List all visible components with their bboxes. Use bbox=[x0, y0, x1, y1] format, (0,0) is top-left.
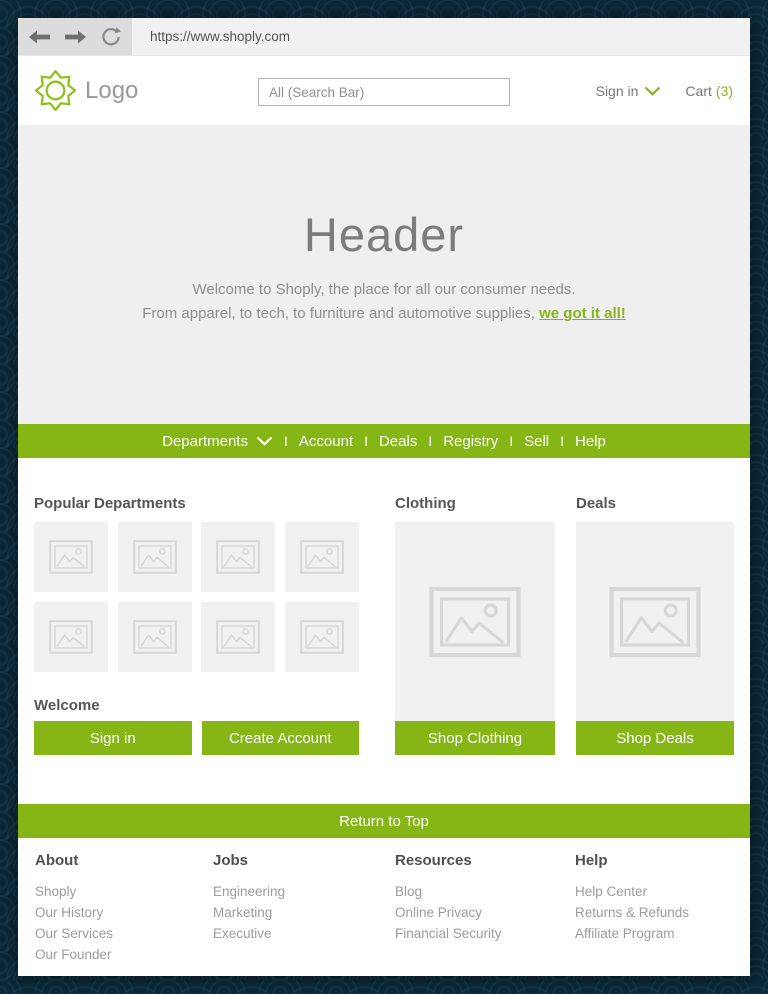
image-placeholder-icon bbox=[216, 620, 260, 654]
sign-in-menu[interactable] bbox=[596, 83, 662, 99]
account-area bbox=[596, 83, 733, 99]
nav-separator: I bbox=[283, 433, 288, 449]
footer-link[interactable]: Shoply bbox=[35, 884, 77, 899]
image-placeholder-icon bbox=[300, 620, 344, 654]
footer-link[interactable]: Blog bbox=[395, 884, 423, 899]
footer-heading: About bbox=[35, 852, 79, 869]
welcome-heading: Welcome bbox=[34, 697, 100, 714]
cart-button[interactable] bbox=[685, 83, 733, 99]
footer-link[interactable]: Financial Security bbox=[395, 926, 502, 941]
hero-line-2 bbox=[18, 302, 750, 326]
footer-link[interactable]: Engineering bbox=[213, 884, 286, 899]
main-content bbox=[18, 458, 750, 804]
clothing-heading: Clothing bbox=[395, 495, 456, 512]
footer-link[interactable]: Help Center bbox=[575, 884, 648, 899]
hero-subtitle bbox=[18, 278, 750, 326]
deals-image-placeholder bbox=[576, 522, 734, 721]
footer-heading: Resources bbox=[395, 852, 472, 869]
nav-separator: I bbox=[560, 433, 565, 449]
popular-departments-section bbox=[34, 495, 359, 755]
footer-link[interactable]: Our Services bbox=[35, 926, 114, 941]
logo[interactable] bbox=[35, 70, 138, 111]
shop-deals-button[interactable]: Shop Deals bbox=[576, 721, 734, 755]
chevron-down-icon bbox=[644, 86, 661, 96]
welcome-buttons bbox=[34, 721, 359, 755]
footer-column-about bbox=[35, 852, 213, 965]
clothing-section bbox=[395, 495, 555, 755]
sign-in-label: Sign in bbox=[595, 82, 639, 99]
nav-departments[interactable] bbox=[162, 433, 273, 450]
hero-line-2-text: From apparel, to tech, to furniture and automotive supplies, bbox=[142, 305, 535, 322]
deals-section bbox=[576, 495, 734, 755]
forward-button[interactable] bbox=[65, 30, 86, 44]
sign-in-button[interactable]: Sign in bbox=[34, 721, 192, 755]
nav-departments-label: Departments bbox=[162, 432, 248, 450]
footer-column-resources bbox=[395, 852, 575, 965]
image-placeholder-icon bbox=[133, 540, 177, 574]
cart-count-badge: (3) bbox=[715, 82, 733, 99]
main-navbar bbox=[18, 424, 750, 458]
address-bar[interactable]: https://www.shoply.com bbox=[150, 29, 291, 44]
reload-icon bbox=[101, 27, 121, 47]
image-placeholder-icon bbox=[49, 620, 93, 654]
site-header bbox=[18, 56, 750, 125]
departments-grid bbox=[34, 522, 359, 672]
reload-button[interactable] bbox=[101, 27, 121, 47]
forward-arrow-icon bbox=[65, 30, 86, 44]
footer-link[interactable]: Executive bbox=[213, 926, 272, 941]
footer-heading: Jobs bbox=[213, 852, 249, 869]
department-tile[interactable] bbox=[34, 602, 108, 672]
nav-sell[interactable]: Sell bbox=[524, 432, 550, 450]
department-tile[interactable] bbox=[34, 522, 108, 592]
we-got-it-all-link[interactable]: we got it all! bbox=[539, 305, 626, 322]
nav-separator: I bbox=[509, 433, 514, 449]
nav-registry[interactable]: Registry bbox=[443, 432, 499, 450]
shop-clothing-button[interactable]: Shop Clothing bbox=[395, 721, 555, 755]
footer-link[interactable]: Marketing bbox=[213, 905, 273, 920]
hero-section bbox=[18, 125, 750, 424]
image-placeholder-icon bbox=[216, 540, 260, 574]
browser-toolbar bbox=[18, 18, 750, 56]
footer bbox=[18, 838, 750, 976]
hero-title: Header bbox=[303, 208, 465, 261]
back-arrow-icon bbox=[29, 30, 50, 44]
hero-line-1: Welcome to Shoply, the place for all our consumer needs. bbox=[192, 281, 576, 298]
image-placeholder-icon bbox=[49, 540, 93, 574]
return-to-top-button[interactable]: Return to Top bbox=[18, 804, 750, 838]
popular-departments-heading: Popular Departments bbox=[34, 495, 186, 512]
footer-link[interactable]: Returns & Refunds bbox=[575, 905, 690, 920]
nav-deals[interactable]: Deals bbox=[378, 432, 418, 450]
create-account-button[interactable]: Create Account bbox=[202, 721, 360, 755]
cart-label: Cart bbox=[685, 82, 712, 99]
back-button[interactable] bbox=[29, 30, 50, 44]
footer-heading: Help bbox=[575, 852, 608, 869]
nav-account[interactable]: Account bbox=[298, 432, 354, 450]
browser-controls bbox=[18, 18, 132, 55]
image-placeholder-icon bbox=[429, 586, 521, 658]
department-tile[interactable] bbox=[285, 602, 359, 672]
department-tile[interactable] bbox=[201, 602, 275, 672]
nav-help[interactable]: Help bbox=[575, 432, 606, 450]
chevron-down-icon bbox=[256, 436, 273, 446]
department-tile[interactable] bbox=[118, 602, 192, 672]
footer-link[interactable]: Our Founder bbox=[35, 947, 112, 962]
footer-link[interactable]: Our History bbox=[35, 905, 104, 920]
department-tile[interactable] bbox=[201, 522, 275, 592]
clothing-image-placeholder bbox=[395, 522, 555, 721]
image-placeholder-icon bbox=[609, 586, 701, 658]
footer-column-help bbox=[575, 852, 733, 965]
nav-separator: I bbox=[428, 433, 433, 449]
department-tile[interactable] bbox=[118, 522, 192, 592]
nav-separator: I bbox=[364, 433, 368, 449]
sun-logo-icon bbox=[35, 70, 76, 111]
search-input[interactable] bbox=[258, 78, 510, 106]
footer-column-jobs bbox=[213, 852, 395, 965]
image-placeholder-icon bbox=[133, 620, 177, 654]
deals-heading: Deals bbox=[576, 495, 617, 512]
department-tile[interactable] bbox=[285, 522, 359, 592]
footer-link[interactable]: Affiliate Program bbox=[575, 926, 675, 941]
image-placeholder-icon bbox=[300, 540, 344, 574]
logo-label: Logo bbox=[85, 76, 139, 104]
browser-window bbox=[18, 18, 750, 976]
footer-link[interactable]: Online Privacy bbox=[395, 905, 483, 920]
